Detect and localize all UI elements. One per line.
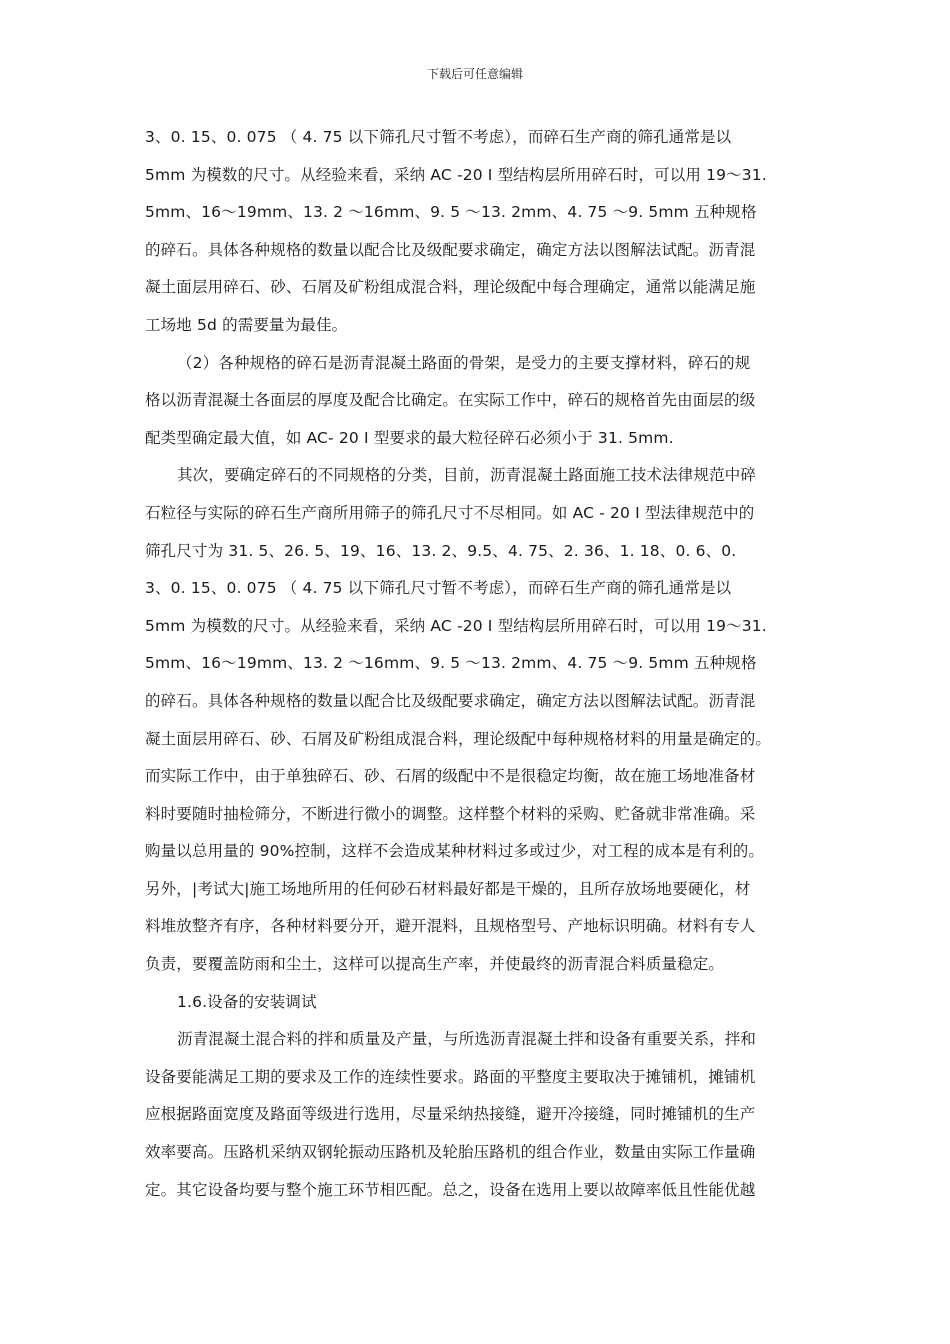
text-line: （2）各种规格的碎石是沥青混凝土路面的骨架，是受力的主要支撑材料，碎石的规 (177, 353, 751, 372)
text-line: 5mm、16～19mm、13. 2 ～16mm、9. 5 ～13. 2mm、4. 75 ～9. 5mm 五种规格 (145, 654, 757, 673)
text-line: 定。其它设备均要与整个施工环节相匹配。总之，设备在选用上要以故障率低且性能优越 (145, 1180, 756, 1199)
text-line: 其次，要确定碎石的不同规格的分类，目前，沥青混凝土路面施工技术法律规范中碎 (177, 466, 757, 485)
text-line: 配类型确定最大值，如 AC- 20 I 型要求的最大粒径碎石必须小于 31. 5mm. (145, 428, 674, 447)
page-header-note: 下载后可任意编辑 (426, 67, 523, 81)
text-line: 沥青混凝土混合料的拌和质量及产量，与所选沥青混凝土拌和设备有重要关系，拌和 (177, 1030, 757, 1049)
text-line: 3、0. 15、0. 075 （ 4. 75 以下筛孔尺寸暂不考虑），而碎石生产商的筛孔通常是以 (145, 128, 732, 146)
text-line: 1.6.设备的安装调试 (177, 992, 317, 1011)
text-line: 料堆放整齐有序，各种材料要分开，避开混料，且规格型号、产地标识明确。材料有专人 (145, 917, 756, 936)
text-line: 效率要高。压路机采纳双钢轮振动压路机及轮胎压路机的组合作业，数量由实际工作量确 (145, 1143, 756, 1162)
text-line: 料时要随时抽检筛分，不断进行微小的调整。这样整个材料的采购、贮备就非常准确。采 (145, 804, 756, 823)
text-line: 凝土面层用碎石、砂、石屑及矿粉组成混合料，理论级配中每合理确定，通常以能满足施 (145, 278, 756, 297)
text-line: 5mm 为模数的尺寸。从经验来看，采纳 AC -20 I 型结构层所用碎石时，可以用 19～31. (145, 616, 767, 635)
document-body (145, 124, 807, 1214)
text-line: 筛孔尺寸为 31. 5、26. 5、19、16、13. 2、9.5、4. 75、2. 36、1. 18、0. 6、0. (145, 541, 737, 560)
text-line: 格以沥青混凝土各面层的厚度及配合比确定。在实际工作中，碎石的规格首先由面层的级 (145, 391, 756, 410)
text-line: 的碎石。具体各种规格的数量以配合比及级配要求确定，确定方法以图解法试配。沥青混 (145, 240, 756, 259)
text-line: 的碎石。具体各种规格的数量以配合比及级配要求确定，确定方法以图解法试配。沥青混 (145, 691, 756, 710)
text-line: 5mm 为模数的尺寸。从经验来看，采纳 AC -20 I 型结构层所用碎石时，可以用 19～31. (145, 165, 767, 184)
text-line: 应根据路面宽度及路面等级进行选用，尽量采纳热接缝，避开冷接缝，同时摊铺机的生产 (145, 1105, 756, 1124)
text-line: 凝土面层用碎石、砂、石屑及矿粉组成混合料，理论级配中每种规格材料的用量是确定的。 (145, 729, 772, 748)
text-line: 负责，要覆盖防雨和尘土，这样可以提高生产率，并使最终的沥青混合料质量稳定。 (145, 955, 725, 974)
text-line: 5mm、16～19mm、13. 2 ～16mm、9. 5 ～13. 2mm、4. 75 ～9. 5mm 五种规格 (145, 203, 757, 222)
text-line: 工场地 5d 的需要量为最佳。 (145, 315, 348, 334)
text-line: 设备要能满足工期的要求及工作的连续性要求。路面的平整度主要取决于摊铺机，摊铺机 (145, 1067, 756, 1086)
text-line: 3、0. 15、0. 075 （ 4. 75 以下筛孔尺寸暂不考虑），而碎石生产商的筛孔通常是以 (145, 579, 732, 598)
text-line: 购量以总用量的 90%控制，这样不会造成某种材料过多或过少，对工程的成本是有利的。 (145, 842, 765, 861)
text-line: 石粒径与实际的碎石生产商所用筛子的筛孔尺寸不尽相同。如 AC - 20 I 型法律规范中的 (145, 503, 755, 522)
text-line: 另外，|考试大|施工场地所用的任何砂石材料最好都是干燥的，且所存放场地要硬化，材 (145, 879, 751, 898)
text-line: 而实际工作中，由于单独碎石、砂、石屑的级配中不是很稳定均衡，故在施工场地准备材 (145, 767, 756, 786)
